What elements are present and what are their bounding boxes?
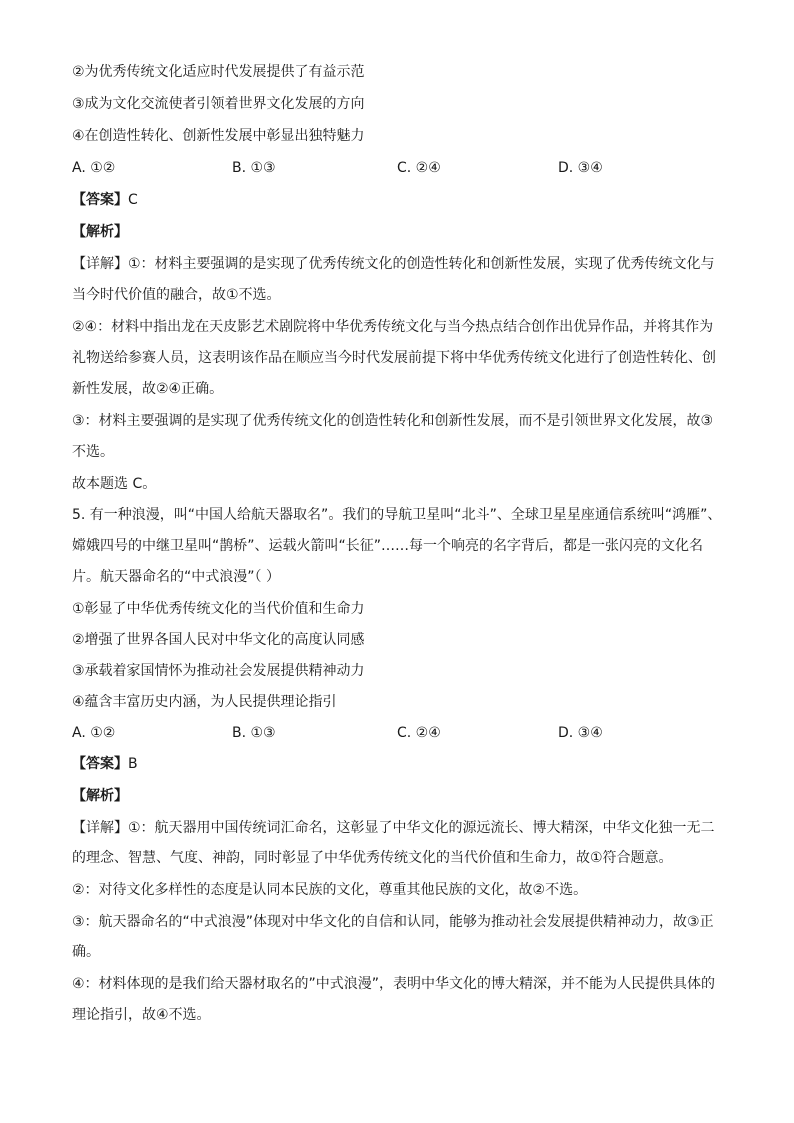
q4-answer (72, 190, 138, 210)
q5-option-1: ①彰显了中华优秀传统文化的当代价值和生命力 (72, 601, 365, 617)
q5-stem-a: 5. 有一种浪漫，叫“中国人给航天器取名”。我们的导航卫星叫“北斗”、全球卫星星座通信系统叫“鸿雁”、 (72, 507, 722, 523)
q4-choice-d: D. ③④ (558, 160, 603, 176)
q5-answer (72, 754, 138, 774)
q5-detail-1b: 的理念、智慧、气度、神韵，同时彰显了中华优秀传统文化的当代价值和生命力，故①符合题意。 (72, 850, 673, 866)
q4-detail-3b: 不选。 (72, 444, 114, 460)
q4-detail-1a: 【详解】①：材料主要强调的是实现了优秀传统文化的创造性转化和创新性发展，实现了优秀传统文化与 (72, 256, 715, 272)
q5-analysis-label: 【解析】 (72, 788, 128, 804)
q5-choice-c: C. ②④ (397, 725, 441, 741)
q5-detail-3a: ③：航天器命名的“中式浪漫”体现对中华文化的自信和认同，能够为推动社会发展提供精神动力，故③正 (72, 914, 714, 930)
q4-choice-c: C. ②④ (397, 160, 441, 176)
q4-choice-b: B. ①③ (232, 160, 276, 176)
q5-stem-c: 片。航天器命名的“中式浪漫”（ ） (72, 569, 280, 585)
q5-detail-1a: 【详解】①：航天器用中国传统词汇命名，这彰显了中华文化的源远流长、博大精深，中华文化独一无二 (72, 820, 715, 836)
q5-detail-3b: 确。 (72, 944, 100, 960)
q5-stem-b: 嫦娥四号的中继卫星叫“鹊桥”、运载火箭叫“长征”……每一个响亮的名字背后，都是一张闪亮的文化名 (72, 538, 704, 554)
q4-choices (72, 158, 732, 178)
q4-answer-value: C (128, 192, 138, 208)
q5-answer-label: 【答案】 (72, 756, 128, 772)
q5-option-2: ②增强了世界各国人民对中华文化的高度认同感 (72, 632, 365, 648)
q4-detail-3a: ③：材料主要强调的是实现了优秀传统文化的创造性转化和创新性发展，而不是引领世界文化发展，故③ (72, 413, 714, 429)
q5-option-4: ④蕴含丰富历史内涵，为人民提供理论指引 (72, 694, 337, 710)
q4-conclusion: 故本题选 C。 (72, 476, 157, 492)
q5-answer-value: B (128, 756, 138, 772)
q5-choice-d: D. ③④ (558, 725, 603, 741)
q4-option-2: ②为优秀传统文化适应时代发展提供了有益示范 (72, 64, 365, 80)
q4-detail-1b: 当今时代价值的融合，故①不选。 (72, 287, 281, 303)
q4-choice-a: A. ①② (72, 160, 116, 176)
q4-option-4: ④在创造性转化、创新性发展中彰显出独特魅力 (72, 128, 365, 144)
q5-choice-a: A. ①② (72, 725, 116, 741)
q5-detail-2: ②：对待文化多样性的态度是认同本民族的文化，尊重其他民族的文化，故②不选。 (72, 882, 588, 898)
q4-detail-2a: ②④：材料中指出龙在天皮影艺术剧院将中华优秀传统文化与当今热点结合创作出优异作品，并将其作为 (72, 319, 714, 335)
q5-choices (72, 723, 732, 743)
q4-analysis-label: 【解析】 (72, 224, 128, 240)
q4-detail-2c: 新性发展，故②④正确。 (72, 381, 224, 397)
q5-detail-4a: ④：材料体现的是我们给天器材取名的”中式浪漫”，表明中华文化的博大精深，并不能为人民提供具体的 (72, 976, 716, 992)
q4-option-3: ③成为文化交流使者引领着世界文化发展的方向 (72, 96, 365, 112)
q5-option-3: ③承载着家国情怀为推动社会发展提供精神动力 (72, 663, 365, 679)
q5-detail-4b: 理论指引，故④不选。 (72, 1007, 211, 1023)
q5-choice-b: B. ①③ (232, 725, 276, 741)
q4-detail-2b: 礼物送给参赛人员，这表明该作品在顺应当今时代发展前提下将中华优秀传统文化进行了创造性转化、创 (72, 350, 716, 366)
q4-answer-label: 【答案】 (72, 192, 128, 208)
